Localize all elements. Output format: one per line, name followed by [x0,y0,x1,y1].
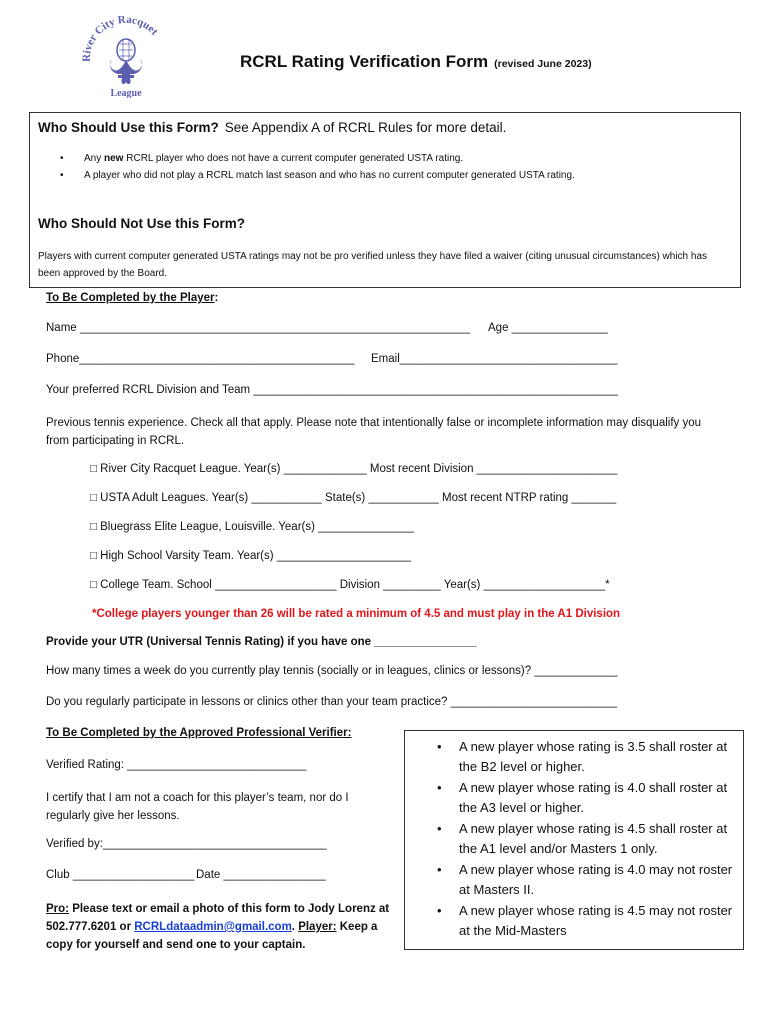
certify-text: I certify that I am not a coach for this player’s team, nor do I regularly give her lessons. [46,792,349,822]
bullet1-bold: new [104,153,124,164]
title-text: RCRL Rating Verification Form [240,52,489,71]
who-should-subtitle: See Appendix A of RCRL Rules for more detail. [224,120,507,135]
checkbox-rcrl[interactable]: □ River City Racquet League. Year(s) _____________ Most recent Division ______________________ [90,463,618,475]
experience-text: Previous tennis experience. Check all that apply. Please note that intentionally false or incomplete information may disqualify you from participating in RCRL. [46,417,702,447]
age-field[interactable]: Age _______________ [488,322,608,334]
verifier-section-heading: To Be Completed by the Approved Professional Verifier: [46,727,352,739]
who-should-heading [38,120,506,135]
player-heading-text: To Be Completed by the Player [46,292,215,304]
checkbox-bluegrass[interactable]: □ Bluegrass Elite League, Louisville. Year(s) _______________ [90,521,415,533]
fleur-de-lis-icon [78,12,174,98]
college-note: *College players younger than 26 will be rated a minimum of 4.5 and must play in the A1 Division [92,608,621,620]
who-should-not-text: Players with current computer generated USTA ratings may not be pro verified unless they have filed a waiver (citing unusual circumstances) which has been approved by the Board. [38,251,708,279]
roster-rules-box [404,730,744,950]
list-item: • A new player whose rating is 3.5 shall roster at the B2 level or higher. [459,737,735,777]
pro-text: Please text or email a photo of this form to Jody Lorenz at 502.777.6201 or [46,903,390,933]
list-item [84,153,463,164]
phone-field[interactable]: Phone___________________________________________ [46,353,355,365]
admin-email-link[interactable]: RCRLdataadmin@gmail.com [134,921,292,933]
player-heading-colon: : [214,292,219,304]
verified-by-field[interactable]: Verified by:___________________________________ [46,838,327,850]
submission-instructions [46,900,398,954]
bullet1-post: RCRL player who does not have a current computer generated USTA rating. [123,153,464,164]
player-label: Player: [298,921,337,933]
email-field[interactable]: Email__________________________________ [371,353,618,365]
play-frequency-field[interactable]: How many times a week do you currently play tennis (socially or in leagues, clinics or lessons)? _____________ [46,665,618,677]
revised-date: (revised June 2023) [494,58,592,70]
date-field[interactable]: Date ________________ [196,869,326,881]
pro-label: Pro: [46,903,69,915]
list-item: • A new player whose rating is 4.0 may not roster at Masters II. [459,860,735,900]
player-section-heading [46,292,218,304]
checkbox-college[interactable]: □ College Team. School ___________________ Division _________ Year(s) ___________________* [90,579,610,591]
lessons-field[interactable]: Do you regularly participate in lessons or clinics other than your team practice? __________________________ [46,696,617,708]
bullet1-pre: Any [84,153,105,164]
list-item: • A new player whose rating is 4.5 may not roster at the Mid-Masters [459,901,735,941]
name-field[interactable]: Name _____________________________________________________________ [46,322,471,334]
list-item: • A new player whose rating is 4.0 shall roster at the A3 level or higher. [459,778,735,818]
league-logo [78,12,174,98]
who-should-title: Who Should Use this Form? [38,120,219,135]
pro-dot: . [291,921,299,933]
svg-text:River City Racquet [81,14,161,63]
division-field[interactable]: Your preferred RCRL Division and Team _________________________________________________________ [46,384,618,396]
checkbox-usta[interactable]: □ USTA Adult Leagues. Year(s) ___________ State(s) ___________ Most recent NTRP rating _______ [90,492,617,504]
logo-arc-text: River City Racquet [80,13,161,63]
checkbox-high-school[interactable]: □ High School Varsity Team. Year(s) _____________________ [90,550,412,562]
verified-rating-field[interactable]: Verified Rating: ____________________________ [46,759,307,771]
who-should-not-heading: Who Should Not Use this Form? [38,216,245,231]
club-field[interactable]: Club ___________________ [46,869,195,881]
page-title [240,52,592,72]
utr-field[interactable]: Provide your UTR (Universal Tennis Rating) if you have one ________________ [46,636,477,648]
player-text: Keep a copy for yourself and send one to your captain. [46,921,378,951]
logo-league-text: League [110,88,142,98]
list-item: • A new player whose rating is 4.5 shall roster at the A1 level and/or Masters 1 only. [459,819,735,859]
list-item: • A player who did not play a RCRL match last season and who has no current computer generated USTA rating. [84,170,575,181]
